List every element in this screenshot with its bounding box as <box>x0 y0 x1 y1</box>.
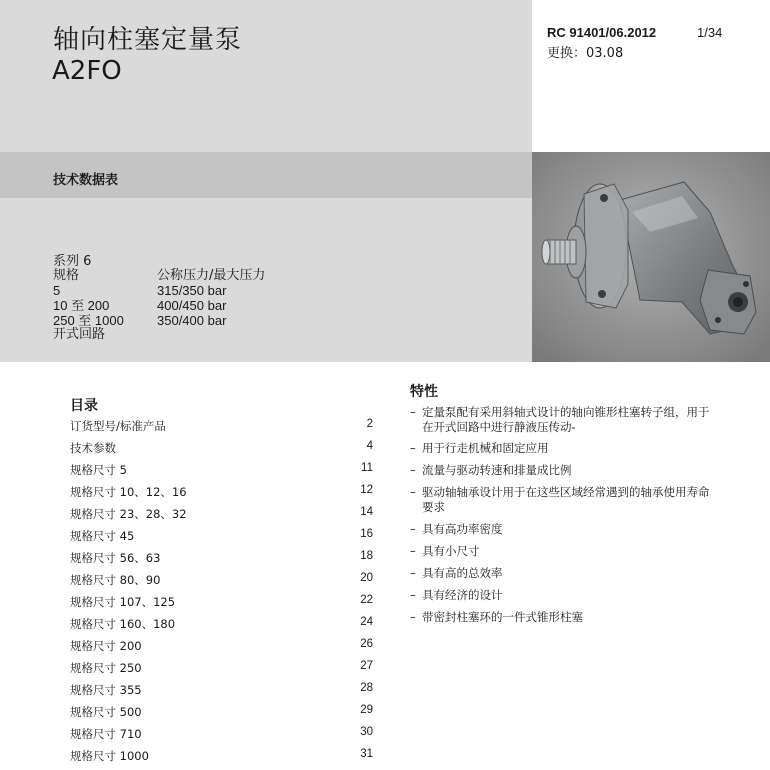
feature-item <box>410 441 742 456</box>
toc-entry-page: 26 <box>360 638 373 650</box>
pressure-header: 公称压力/最大压力 <box>157 268 266 283</box>
spec-pressure: 350/400 bar <box>157 313 227 328</box>
toc-entry-label: 规格尺寸 1000 <box>70 749 149 763</box>
spec-size: 10 至 200 <box>53 298 110 313</box>
model-name: A2FO <box>52 56 122 86</box>
feature-text-line: 要求 <box>422 500 445 514</box>
toc-entry-page: 2 <box>366 418 373 430</box>
toc-entry[interactable] <box>70 748 373 770</box>
toc-entry-page: 12 <box>360 484 373 496</box>
pump-illustration <box>532 152 770 362</box>
feature-dash: – <box>410 610 416 624</box>
circuit-label: 开式回路 <box>53 327 106 342</box>
toc-entry-page: 27 <box>360 660 373 672</box>
toc-entry[interactable] <box>70 550 373 572</box>
toc-entry-label: 订货型号/标准产品 <box>70 419 166 433</box>
feature-text-line: 定量泵配有采用斜轴式设计的轴向锥形柱塞转子组，用于 <box>422 405 710 419</box>
feature-text-line: 具有高功率密度 <box>422 522 503 536</box>
spec-pressure: 315/350 bar <box>157 283 227 298</box>
datasheet-label: 技术数据表 <box>53 173 119 188</box>
revision-note: 更换：03.08 <box>547 46 624 61</box>
feature-item <box>410 405 742 435</box>
feature-text-line: 具有高的总效率 <box>422 566 503 580</box>
toc-entry-label: 规格尺寸 107、125 <box>70 595 176 609</box>
toc-entry-label: 规格尺寸 355 <box>70 683 142 697</box>
feature-item <box>410 610 742 625</box>
toc-entry[interactable] <box>70 418 373 440</box>
feature-dash: – <box>410 405 416 419</box>
feature-item <box>410 463 742 478</box>
spec-size: 250 至 1000 <box>53 313 124 328</box>
feature-item <box>410 544 742 559</box>
toc-entry[interactable] <box>70 506 373 528</box>
feature-text-line: 驱动轴轴承设计用于在这些区域经常遇到的轴承使用寿命 <box>422 485 710 499</box>
toc-entry-page: 16 <box>360 528 373 540</box>
page-number: 1/34 <box>697 25 723 40</box>
toc-entry[interactable] <box>70 440 373 462</box>
toc-entry-label: 规格尺寸 250 <box>70 661 142 675</box>
toc-entry-label: 规格尺寸 56、63 <box>70 551 161 565</box>
document-title: 轴向柱塞定量泵 <box>53 25 243 55</box>
toc-entry-label: 规格尺寸 23、28、32 <box>70 507 187 521</box>
toc-entry-page: 4 <box>366 440 373 452</box>
toc-entry-page: 30 <box>360 726 373 738</box>
spec-pressure: 400/450 bar <box>157 298 227 313</box>
feature-item <box>410 485 742 515</box>
toc-entry-label: 规格尺寸 710 <box>70 727 142 741</box>
toc-entry-page: 22 <box>360 594 373 606</box>
feature-dash: – <box>410 588 416 602</box>
size-header: 规格 <box>53 268 80 283</box>
series-label: 系列 6 <box>53 254 92 269</box>
toc-entry-label: 规格尺寸 500 <box>70 705 142 719</box>
feature-dash: – <box>410 544 416 558</box>
feature-dash: – <box>410 566 416 580</box>
toc-entry[interactable] <box>70 528 373 550</box>
toc-entry[interactable] <box>70 682 373 704</box>
toc-title: 目录 <box>70 398 98 414</box>
toc-entry[interactable] <box>70 638 373 660</box>
toc-entry[interactable] <box>70 484 373 506</box>
feature-text-line: 具有小尺寸 <box>422 544 480 558</box>
toc-entry-page: 20 <box>360 572 373 584</box>
feature-dash: – <box>410 522 416 536</box>
feature-item <box>410 588 742 603</box>
toc-entry-label: 规格尺寸 80、90 <box>70 573 161 587</box>
spec-size: 5 <box>53 283 61 298</box>
toc-entry-page: 11 <box>361 462 373 474</box>
toc-entry[interactable] <box>70 594 373 616</box>
toc-entry[interactable] <box>70 462 373 484</box>
feature-dash: – <box>410 441 416 455</box>
document-number: RC 91401/06.2012 <box>547 25 657 40</box>
toc-entry-label: 规格尺寸 45 <box>70 529 135 543</box>
feature-text-line: 用于行走机械和固定应用 <box>422 441 549 455</box>
toc-entry[interactable] <box>70 616 373 638</box>
toc-entry[interactable] <box>70 572 373 594</box>
toc-entry-page: 18 <box>360 550 373 562</box>
feature-item <box>410 566 742 581</box>
feature-item <box>410 522 742 537</box>
feature-text-line: 带密封柱塞环的一件式锥形柱塞 <box>422 610 583 624</box>
features-title: 特性 <box>410 384 438 400</box>
feature-dash: – <box>410 485 416 499</box>
toc-entry[interactable] <box>70 726 373 748</box>
toc-entry[interactable] <box>70 660 373 682</box>
product-photo <box>532 152 770 362</box>
toc-entry-page: 28 <box>360 682 373 694</box>
feature-text-line: 具有经济的设计 <box>422 588 503 602</box>
toc-entry-label: 技术参数 <box>70 441 116 455</box>
toc-entry[interactable] <box>70 704 373 726</box>
toc-entry-label: 规格尺寸 10、12、16 <box>70 485 187 499</box>
feature-dash: – <box>410 463 416 477</box>
feature-text-line: 流量与驱动转速和排量成比例 <box>422 463 572 477</box>
toc-entry-label: 规格尺寸 5 <box>70 463 127 477</box>
toc-entry-page: 31 <box>360 748 373 760</box>
toc-entry-label: 规格尺寸 200 <box>70 639 142 653</box>
toc-entry-page: 14 <box>360 506 373 518</box>
toc-entry-label: 规格尺寸 160、180 <box>70 617 176 631</box>
toc-entry-page: 24 <box>360 616 373 628</box>
toc-entry-page: 29 <box>360 704 373 716</box>
feature-text-line: 在开式回路中进行静液压传动- <box>422 420 576 434</box>
